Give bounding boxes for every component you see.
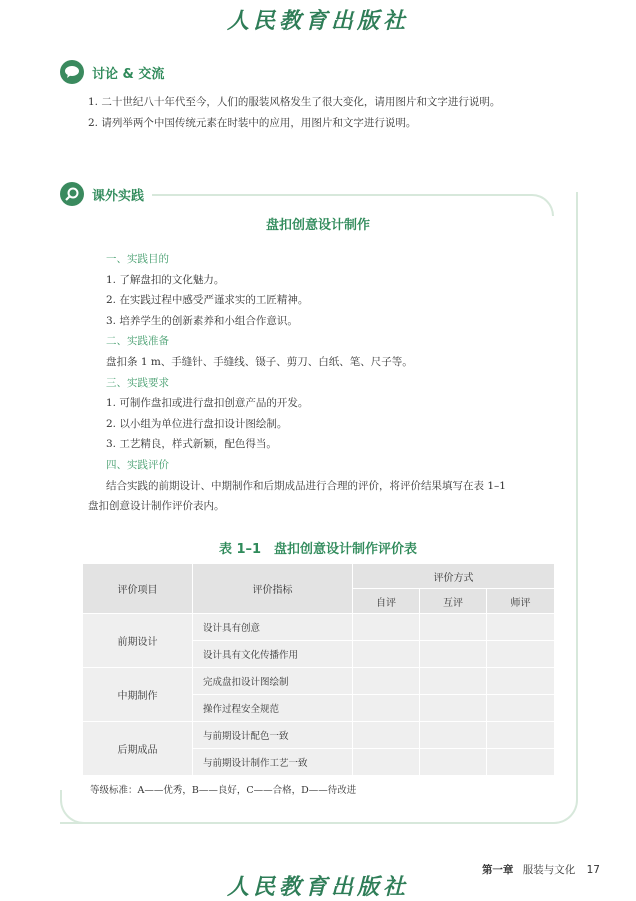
chapter-name: 服装与文化	[522, 864, 576, 876]
content-line: 1. 可制作盘扣或进行盘扣创意产品的开发。	[106, 397, 309, 410]
row-criteria: 设计具有文化传播作用	[193, 641, 353, 668]
practice-content	[106, 249, 413, 476]
row-item: 前期设计	[83, 614, 193, 668]
grade-standard: 等级标准：A——优秀，B——良好，C——合格，D——待改进	[90, 785, 357, 796]
discussion-item: 2. 请列举两个中国传统元素在时装中的应用，用图片和文字进行说明。	[88, 117, 417, 129]
cell-teacher[interactable]	[487, 722, 555, 749]
cell-peer[interactable]	[420, 668, 487, 695]
evaluation-table	[82, 563, 555, 776]
header-self: 自评	[353, 589, 420, 614]
cell-peer[interactable]	[420, 722, 487, 749]
header-peer: 互评	[420, 589, 487, 614]
row-criteria: 完成盘扣设计图绘制	[193, 668, 353, 695]
section-heading: 三、实践要求	[106, 376, 169, 389]
speech-bubble-icon	[60, 60, 84, 84]
content-line: 3. 工艺精良，样式新颖，配色得当。	[106, 438, 277, 451]
cell-peer[interactable]	[420, 695, 487, 722]
header-method: 评价方式	[353, 564, 555, 589]
content-line: 1. 了解盘扣的文化魅力。	[106, 273, 225, 286]
table-caption: 表 1–1 盘扣创意设计制作评价表	[218, 542, 418, 557]
practice-header	[60, 182, 144, 206]
cell-peer[interactable]	[420, 641, 487, 668]
discussion-header	[60, 60, 164, 84]
row-criteria: 操作过程安全规范	[193, 695, 353, 722]
discussion-title: 讨论 & 交流	[92, 66, 165, 82]
row-item: 中期制作	[83, 668, 193, 722]
content-line: 盘扣创意设计制作评价表内。	[88, 500, 225, 512]
cell-teacher[interactable]	[487, 695, 555, 722]
publisher-logo-top: 人民教育出版社	[226, 8, 409, 34]
row-criteria: 与前期设计制作工艺一致	[193, 749, 353, 776]
content-line: 2. 在实践过程中感受严谨求实的工匠精神。	[106, 294, 309, 307]
cell-self[interactable]	[353, 749, 420, 776]
discussion-item: 1. 二十世纪八十年代至今，人们的服装风格发生了很大变化，请用图片和文字进行说明。	[88, 96, 501, 108]
table-row	[83, 614, 555, 641]
header-teacher: 师评	[487, 589, 555, 614]
practice-title: 课外实践	[92, 188, 145, 204]
cell-self[interactable]	[353, 668, 420, 695]
publisher-logo-bottom: 人民教育出版社	[226, 874, 409, 900]
discussion-list	[88, 92, 500, 134]
evaluation-paragraph	[88, 476, 506, 516]
page-number: 17	[586, 864, 600, 876]
content-line: 结合实践的前期设计、中期制作和后期成品进行合理的评价，将评价结果填写在表 1–1	[106, 480, 506, 492]
section-heading: 一、实践目的	[106, 253, 169, 265]
header-criteria: 评价指标	[193, 564, 353, 614]
magnifier-icon	[60, 182, 84, 206]
row-criteria: 设计具有创意	[193, 614, 353, 641]
cell-self[interactable]	[353, 722, 420, 749]
cell-teacher[interactable]	[487, 641, 555, 668]
cell-teacher[interactable]	[487, 668, 555, 695]
section-heading: 二、实践准备	[106, 335, 169, 348]
content-line: 3. 培养学生的创新素养和小组合作意识。	[106, 314, 298, 327]
content-line: 2. 以小组为单位进行盘扣设计图绘制。	[106, 417, 288, 430]
header-item: 评价项目	[83, 564, 193, 614]
cell-teacher[interactable]	[487, 614, 555, 641]
row-criteria: 与前期设计配色一致	[193, 722, 353, 749]
cell-peer[interactable]	[420, 749, 487, 776]
chapter-label: 第一章	[481, 864, 514, 876]
content-line: 盘扣条 1 m、手缝针、手缝线、镊子、剪刀、白纸、笔、尺子等。	[106, 355, 413, 368]
section-heading: 四、实践评价	[106, 458, 169, 471]
activity-title: 盘扣创意设计制作	[265, 218, 370, 233]
cell-self[interactable]	[353, 641, 420, 668]
cell-self[interactable]	[353, 695, 420, 722]
row-item: 后期成品	[83, 722, 193, 776]
cell-self[interactable]	[353, 614, 420, 641]
table-row	[83, 722, 555, 749]
cell-teacher[interactable]	[487, 749, 555, 776]
cell-peer[interactable]	[420, 614, 487, 641]
table-row	[83, 668, 555, 695]
